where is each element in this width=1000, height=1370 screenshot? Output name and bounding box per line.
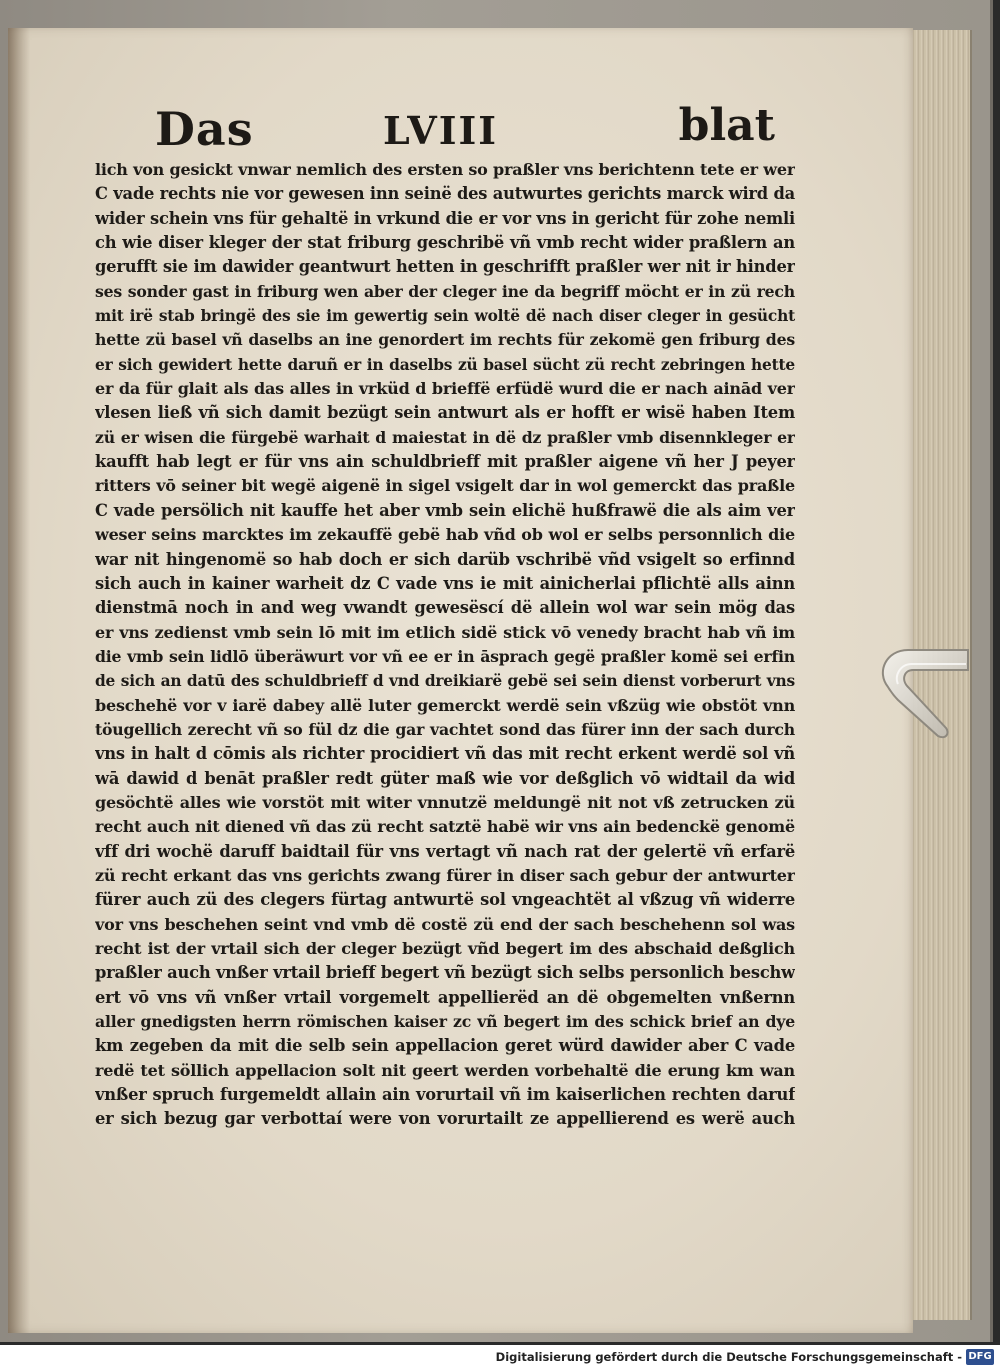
dfg-logo: DFG (966, 1349, 994, 1365)
text-line: de sich an datū des schuldbrieff d vnd dreikiarë gebë sei sein dienst vorberurt vns (95, 672, 795, 691)
text-line: fürer auch zü des clegers fürtag antwurtë sol vngeachtët al vßzug vñ widerre (95, 890, 795, 910)
text-line: vff dri wochë daruff baidtail für vns vertagt vñ nach rat der gelertë vñ erfarë (95, 841, 795, 861)
text-line: er da für glait als das alles in vrküd d brieffë erfüdë wurd die er nach ainād ver (95, 379, 795, 399)
body-text (95, 158, 795, 1132)
text-line: zü recht erkant das vns gerichts zwang fürer in diser sach gebur der antwurter (95, 865, 795, 885)
text-line: dienstmā noch in and weg vwandt gewesëscí dë allein wol war sein mög das (95, 598, 795, 618)
text-line: er vns zedienst vmb sein lō mit im etlich sidë stick vō venedy bracht hab vñ im (95, 622, 795, 642)
text-line: hette zü basel vñ daselbs an ine genordert im rechts für zekomë gen friburg des (95, 330, 795, 350)
text-line: zü er wisen die fürgebë warhait d maiestat in dë dz praßler vmb disennkleger er (95, 427, 795, 447)
text-line: er sich gewidert hette daruñ er in daselbs zü basel sücht zü recht zebringen hette (95, 355, 795, 374)
text-line: C vade persölich nit kauffe het aber vmb sein elichë hußfrawë die als aim ver (95, 500, 795, 520)
text-line: gerufft sie im dawider geantwurt hetten in geschrifft praßler wer nit ir hinder (95, 257, 795, 277)
text-line: aller gnedigsten herrn römischen kaiser zc vñ begert im des schick brief an dye (95, 1012, 795, 1032)
text-line: C vade rechts nie vor gewesen inn seinë des autwurtes gerichts marck wird da (95, 184, 795, 204)
text-line: er sich bezug gar verbottaí were von vorurtailt ze appellierend es werë auch (95, 1109, 795, 1129)
text-line: recht ist der vrtail sich der cleger bezügt vñd begert im des abschaid deßglich (95, 939, 795, 958)
text-line: ritters vō seiner bit wegë aigenë in sigel vsigelt dar in wol gemerckt das praßle (95, 476, 795, 496)
text-line: töugellich zerecht vñ so fül dz die gar vachtet sond das fürer inn der sach durch (95, 719, 795, 739)
text-line: gesöchtë alles wie vorstöt mit witer vnnutzë meldungë nit not vß zetrucken zü (95, 792, 795, 812)
text-line: ses sonder gast in friburg wen aber der cleger ine da begriff möcht er in zü rech (95, 281, 795, 301)
text-line: sich auch in kainer warheit dz C vade vns ie mit ainicherlai pflichtë alls ainn (95, 573, 795, 593)
running-head-right: blat (678, 100, 775, 151)
text-line: vns in halt d cōmis als richter procidiert vñ das mit recht erkent werdë sol vñ (95, 744, 795, 764)
text-line: lich von gesickt vnwar nemlich des ersten so praßler vns berichtenn tete er wer (95, 160, 795, 179)
running-head-left: Das (155, 102, 254, 156)
text-line: vlesen ließ vñ sich damit bezügt sein antwurt als er hofft er wisë haben Item (95, 403, 795, 423)
text-line: kaufft hab legt er für vns ain schuldbrieff mit praßler aigene vñ her J peyer (95, 452, 795, 472)
text-line: praßler auch vnßer vrtail brieff begert vñ bezügt sich selbs personlich beschw (95, 963, 795, 983)
text-line: wā dawid d benāt praßler redt güter maß wie vor deßglich vō widtail da wid (95, 768, 795, 788)
text-line: vnßer spruch furgemeldt allain ain vorurtail vñ im kaiserlichen rechten daruf (95, 1085, 795, 1105)
text-line: redë tet söllich appellacion solt nit geert werden vorbehaltë die erung km wan (95, 1060, 795, 1080)
text-line: die vmb sein lidlō überäwurt vor vñ ee er in āsprach gegë praßler komë sei erfin (95, 646, 795, 666)
folio-number: LVIII (383, 108, 499, 153)
text-line: recht auch nit diened vñ das zü recht satztë habë wir vns ain bedenckë genomë (95, 817, 795, 837)
page-gutter-shadow (8, 28, 30, 1333)
funding-credit: Digitalisierung gefördert durch die Deutsche Forschungsgemeinschaft - (495, 1350, 962, 1364)
running-head (155, 100, 775, 160)
text-line: wider schein vns für gehaltë in vrkund die er vor vns in gericht für zohe nemli (95, 208, 795, 228)
text-line: ert vō vns vñ vnßer vrtail vorgemelt appellierëd an dë obgemelten vnßernn (95, 987, 795, 1007)
text-line: ch wie diser kleger der stat friburg geschribë vñ vmb recht wider praßlern an (95, 233, 795, 253)
text-line: vor vns beschehen seint vnd vmb dë costë zü end der sach beschehenn sol was (95, 914, 795, 934)
text-line: war nit hingenomë so hab doch er sich darüb vschribë vñd vsigelt so erfinnd (95, 549, 795, 569)
text-line: km zegeben da mit die selb sein appellacion geret würd dawider aber C vade (95, 1036, 795, 1056)
text-line: weser seins marcktes im zekauffë gebë hab vñd ob wol er selbs personnlich die (95, 525, 795, 545)
text-line: mit irë stab bringë des sie im gewertig sein woltë dë nach diser cleger in gesücht (95, 307, 795, 326)
footer-bar (0, 1345, 1000, 1370)
paper-clip-icon (868, 632, 978, 752)
text-line: beschehë vor v iarë dabey allë luter gemerckt werdë sein vßzüg wie obstöt vnn (95, 695, 795, 715)
